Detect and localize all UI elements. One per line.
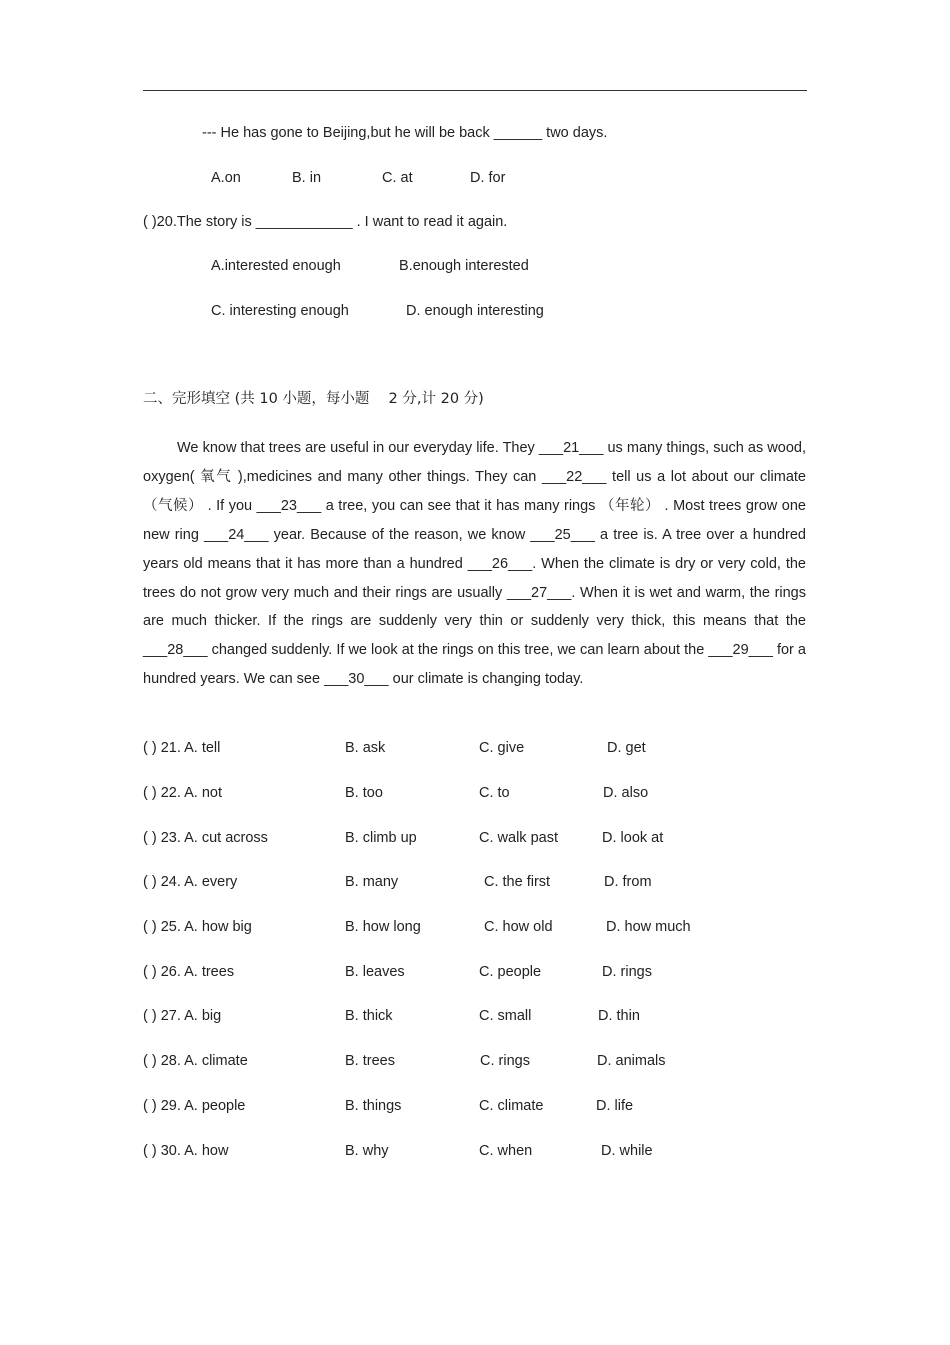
option-b: B. too [345,785,383,801]
q19-option-c: C. at [382,170,413,186]
question-prefix: ( ) 29. A. people [143,1098,246,1114]
option-b: B. how long [345,919,421,935]
q20-option-a: A.interested enough [211,258,341,274]
option-b: B. why [345,1143,389,1159]
header-rule [143,90,807,91]
option-d: D. from [604,874,652,890]
q19-line: --- He has gone to Beijing,but he will be back ______ two days. [202,125,608,141]
option-c: C. climate [479,1098,544,1114]
q19-option-d: D. for [470,170,506,186]
question-prefix: ( ) 24. A. every [143,874,238,890]
option-c: C. rings [480,1053,530,1069]
question-row [143,1142,806,1162]
q19-option-a: A.on [211,170,241,186]
question-prefix: ( ) 27. A. big [143,1008,222,1024]
option-c: C. the first [484,874,551,890]
question-prefix: ( ) 30. A. how [143,1143,229,1159]
option-c: C. give [479,740,525,756]
option-c: C. when [479,1143,533,1159]
question-prefix: ( ) 25. A. how big [143,919,252,935]
section-heading: 二、完形填空 (共 10 小题，每小题 2 分,计 20 分) [143,391,484,407]
question-row [143,1052,806,1072]
question-row [143,873,806,893]
option-d: D. how much [606,919,691,935]
q20-stem: ( )20.The story is ____________ . I want to read it again. [143,214,508,230]
question-row [143,739,806,759]
option-d: D. animals [597,1053,666,1069]
option-d: D. thin [598,1008,640,1024]
q20-option-d: D. enough interesting [406,303,544,319]
question-prefix: ( ) 26. A. trees [143,964,235,980]
question-prefix: ( ) 23. A. cut across [143,830,268,846]
cloze-passage [143,434,806,694]
option-d: D. life [596,1098,634,1114]
q20-option-b: B.enough interested [399,258,529,274]
question-prefix: ( ) 21. A. tell [143,740,221,756]
option-b: B. climb up [345,830,417,846]
option-b: B. things [345,1098,402,1114]
option-d: D. get [607,740,646,756]
option-d: D. also [603,785,649,801]
option-c: C. people [479,964,542,980]
option-b: B. ask [345,740,386,756]
question-row [143,1097,806,1117]
question-prefix: ( ) 28. A. climate [143,1053,248,1069]
option-b: B. leaves [345,964,405,980]
option-b: B. thick [345,1008,393,1024]
cloze-passage-text: We know that trees are useful in our everyday life. They ___21___ us many things, such as wood, oxygen( 氧气 ),medicines and many other things. They can ___22___ tell us a lot about our climate （气候） . If you ___23___ a tree, you can see that it has many rings （年轮） . Most trees grow one new ring ___24___ year. Because of the reason, we know ___25___ a tree is. A tree over a hundred years old means that it has more than a hundred ___26___. When the climate is dry or very cold, the trees do not grow very much and their rings are usually ___27___. When it is wet and warm, the rings are much thicker. If the rings are suddenly very thin or suddenly very thick, this means that the ___28___ changed suddenly. If we look at the rings on this tree, we can learn about the ___29___ for a hundred years. We can see ___30___ our climate is changing today. [143,440,806,688]
option-c: C. small [479,1008,532,1024]
q19-option-b: B. in [292,170,322,186]
question-row [143,963,806,983]
option-c: C. how old [484,919,553,935]
question-row [143,829,806,849]
q20-option-c: C. interesting enough [211,303,349,319]
option-d: D. while [601,1143,653,1159]
option-c: C. walk past [479,830,558,846]
option-c: C. to [479,785,510,801]
option-b: B. trees [345,1053,395,1069]
question-row [143,918,806,938]
option-b: B. many [345,874,399,890]
question-row [143,1007,806,1027]
question-row [143,784,806,804]
option-d: D. look at [602,830,664,846]
option-d: D. rings [602,964,652,980]
question-prefix: ( ) 22. A. not [143,785,222,801]
